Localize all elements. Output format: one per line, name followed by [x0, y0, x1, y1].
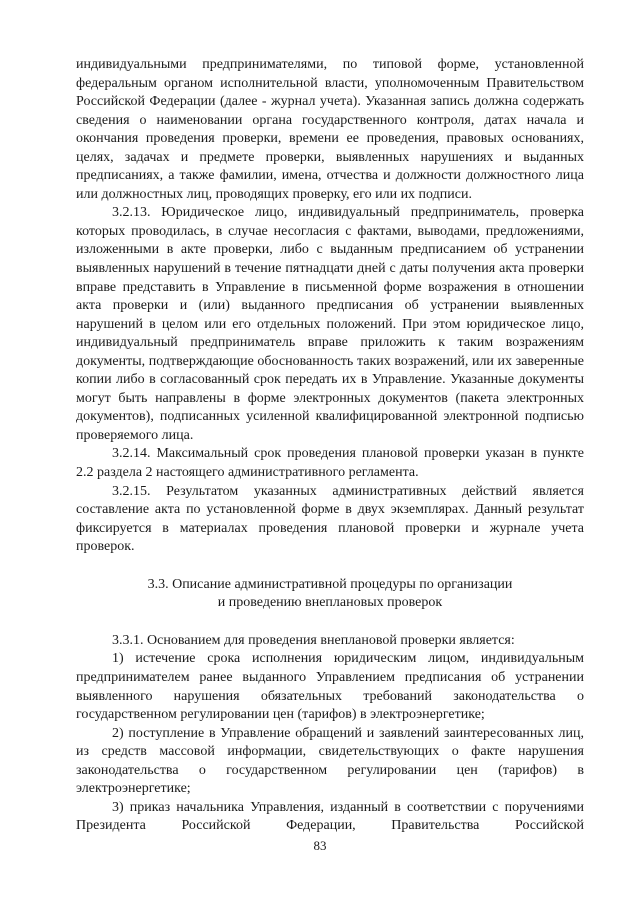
- section-heading-line-1: 3.3. Описание административной процедуры по организации: [147, 576, 513, 592]
- paragraph-3-2-13: 3.2.13. Юридическое лицо, индивидуальный предприниматель, проверка которых проводилась, в случае несогласия с фактами, выводами, предложениями, изложенными в акте проверки, либо с выданным предписанием об устранении выявленных нарушений в течение пятнадцати дней с даты получения акта проверки вправе представить в Управление в письменной форме возражения в отношении акта проверки и (или) выданного предписания об устранении выявленных нарушений в целом или его отдельных положений. При этом юридическое лицо, индивидуальный предприниматель вправе приложить к таким возражениям документы, подтверждающие обоснованность таких возражений, или их заверенные копии либо в согласованный срок передать их в Управление. Указанные документы могут быть направлены в форме электронных документов (пакета электронных документов), подписанных усиленной квалифицированной электронной подписью проверяемого лица.: [76, 205, 584, 443]
- list-item-1: 1) истечение срока исполнения юридическим лицом, индивидуальным предпринимателем ранее выданного Управлением предписания об устранении выявленного нарушения обязательных требований законодательства о государственном регулировании цен (тарифов) в электроэнергетике;: [76, 651, 584, 723]
- section-heading-line-2: и проведению внеплановых проверок: [217, 595, 443, 611]
- list-item-3: 3) приказ начальника Управления, изданный в соответствии с поручениями Президента Российской Федерации, Правительства Российской: [76, 799, 584, 834]
- paragraph-3-2-14: 3.2.14. Максимальный срок проведения плановой проверки указан в пункте 2.2 раздела 2 настоящего административного регламента.: [76, 446, 584, 481]
- paragraph-journal-record: индивидуальными предпринимателями, по типовой форме, установленной федеральным органом исполнительной власти, уполномоченным Правительством Российской Федерации (далее - журнал учета). Указанная запись должна содержать сведения о наименовании органа государственного контроля, датах начала и окончания проведения проверки, времени ее проведения, правовых основаниях, целях, задачах и предмете проверки, выявленных нарушениях и выданных предписаниях, а также фамилии, имена, отчества и должности должностного лица или должностных лиц, проводящих проверку, его или их подписи.: [76, 57, 584, 202]
- list-item-2: 2) поступление в Управление обращений и заявлений заинтересованных лиц, из средств массовой информации, свидетельствующих о факте нарушения законодательства о государственном регулировании цен (тарифов) в электроэнергетике;: [76, 725, 584, 797]
- section-heading-3-3: [76, 576, 584, 613]
- document-page: [76, 56, 584, 836]
- paragraph-3-2-15: 3.2.15. Результатом указанных административных действий является составление акта по установленной форме в двух экземплярах. Данный результат фиксируется в материалах проведения плановой проверки и журнале учета проверок.: [76, 483, 584, 555]
- paragraph-3-3-1: 3.3.1. Основанием для проведения внеплановой проверки является:: [112, 632, 515, 648]
- page-number: 83: [313, 838, 327, 853]
